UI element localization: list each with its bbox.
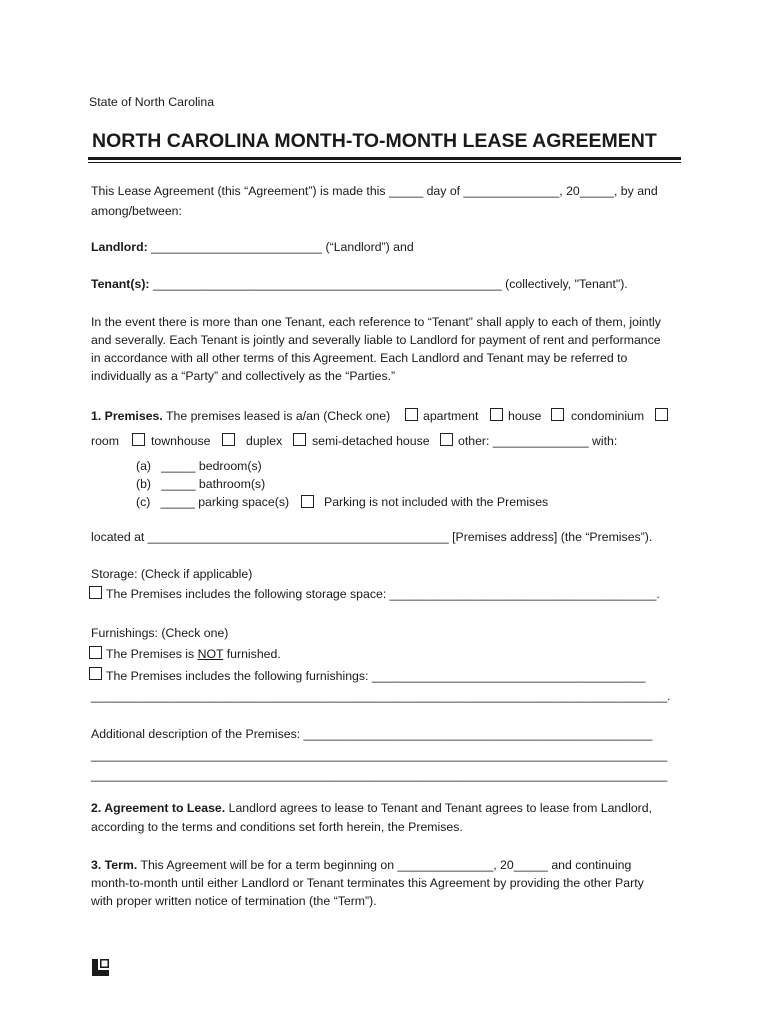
room-label: room bbox=[91, 434, 120, 448]
premises-address-line[interactable]: located at ____________________________________________ [Premises address] (the “Premises”). bbox=[91, 530, 653, 544]
apartment-checkbox[interactable] bbox=[405, 408, 418, 421]
parties-paragraph-line: individually as a “Party” and collectively as the “Parties.” bbox=[91, 369, 396, 383]
furnishings-heading: Furnishings: (Check one) bbox=[91, 626, 229, 640]
additional-blank-line[interactable]: _____________________________________________________________________________________ bbox=[91, 768, 668, 782]
premises-heading: 1. Premises. bbox=[91, 409, 163, 423]
bathrooms-line[interactable]: (b) _____ bathroom(s) bbox=[136, 477, 266, 491]
duplex-label: duplex bbox=[246, 434, 283, 448]
no-parking-label: Parking is not included with the Premises bbox=[324, 495, 549, 509]
furnishings-line[interactable]: The Premises includes the following furnishings: ________________________________________ bbox=[106, 669, 646, 683]
townhouse-label: townhouse bbox=[151, 434, 211, 448]
not-furnished-checkbox[interactable] bbox=[89, 646, 102, 659]
state-label: State of North Carolina bbox=[89, 95, 215, 109]
not-emphasis: NOT bbox=[197, 647, 224, 661]
title-rule bbox=[88, 157, 681, 160]
house-checkbox[interactable] bbox=[490, 408, 503, 421]
not-furnished-label: The Premises is NOT furnished. bbox=[106, 647, 281, 661]
furnishings-blank-line[interactable]: _____________________________________________________________________________________. bbox=[91, 689, 671, 703]
other-label[interactable]: other: ______________ with: bbox=[458, 434, 618, 448]
tenant-blank[interactable]: ___________________________________________________ (collectively, "Tenant"). bbox=[149, 277, 628, 291]
condominium-checkbox[interactable] bbox=[551, 408, 564, 421]
agreement-heading: 2. Agreement to Lease. bbox=[91, 801, 226, 815]
bedrooms-line[interactable]: (a) _____ bedroom(s) bbox=[136, 459, 262, 473]
house-label: house bbox=[508, 409, 542, 423]
duplex-checkbox[interactable] bbox=[222, 433, 235, 446]
semi-detached-label: semi-detached house bbox=[312, 434, 430, 448]
term-line-2: month-to-month until either Landlord or Tenant terminates this Agreement by providing the other Party bbox=[91, 876, 644, 890]
additional-description-line[interactable]: Additional description of the Premises: ___________________________________________________ bbox=[91, 727, 653, 741]
condominium-label: condominium bbox=[571, 409, 645, 423]
additional-blank-line[interactable]: _____________________________________________________________________________________ bbox=[91, 748, 668, 762]
storage-heading: Storage: (Check if applicable) bbox=[91, 567, 253, 581]
tenant-line bbox=[91, 277, 628, 292]
term-heading: 3. Term. bbox=[91, 858, 138, 872]
lease-logo-icon bbox=[92, 959, 109, 976]
agreement-line-1: 2. Agreement to Lease. Landlord agrees to lease to Tenant and Tenant agrees to lease from Landlord, bbox=[91, 801, 653, 815]
intro-line-1: This Lease Agreement (this “Agreement”) is made this _____ day of ______________, 20_____, by and bbox=[91, 184, 658, 198]
storage-line[interactable]: The Premises includes the following storage space: _______________________________________. bbox=[106, 587, 660, 601]
other-checkbox[interactable] bbox=[440, 433, 453, 446]
tenant-label: Tenant(s): bbox=[91, 277, 150, 291]
landlord-line bbox=[91, 240, 414, 255]
parties-paragraph-line: and severally. Each Tenant is jointly and severally liable to Landlord for payment of rent and performance bbox=[91, 333, 661, 347]
apartment-label: apartment bbox=[423, 409, 479, 423]
term-line-3: with proper written notice of termination (the “Term”). bbox=[91, 894, 377, 908]
room-checkbox[interactable] bbox=[655, 408, 668, 421]
premises-line-1: 1. Premises. The premises leased is a/an (Check one) bbox=[91, 409, 391, 423]
intro-line-2: among/between: bbox=[91, 204, 182, 218]
document-title: NORTH CAROLINA MONTH-TO-MONTH LEASE AGREEMENT bbox=[92, 130, 657, 152]
furnished-checkbox[interactable] bbox=[89, 667, 102, 680]
term-line-1: 3. Term. This Agreement will be for a term beginning on ______________, 20_____ and continuing bbox=[91, 858, 632, 872]
title-rule-thin bbox=[88, 162, 681, 163]
no-parking-checkbox[interactable] bbox=[301, 495, 314, 508]
landlord-blank[interactable]: _________________________ (“Landlord”) and bbox=[147, 240, 414, 254]
parties-paragraph-line: In the event there is more than one Tenant, each reference to “Tenant” shall apply to each of them, jointly bbox=[91, 315, 661, 329]
agreement-line-2: according to the terms and conditions set forth herein, the Premises. bbox=[91, 820, 463, 834]
parties-paragraph-line: in accordance with all other terms of this Agreement. Each Landlord and Tenant may be referred to bbox=[91, 351, 628, 365]
landlord-label: Landlord: bbox=[91, 240, 148, 254]
semi-detached-checkbox[interactable] bbox=[293, 433, 306, 446]
storage-checkbox[interactable] bbox=[89, 586, 102, 599]
parking-line[interactable]: (c) _____ parking space(s) bbox=[136, 495, 290, 509]
townhouse-checkbox[interactable] bbox=[132, 433, 145, 446]
